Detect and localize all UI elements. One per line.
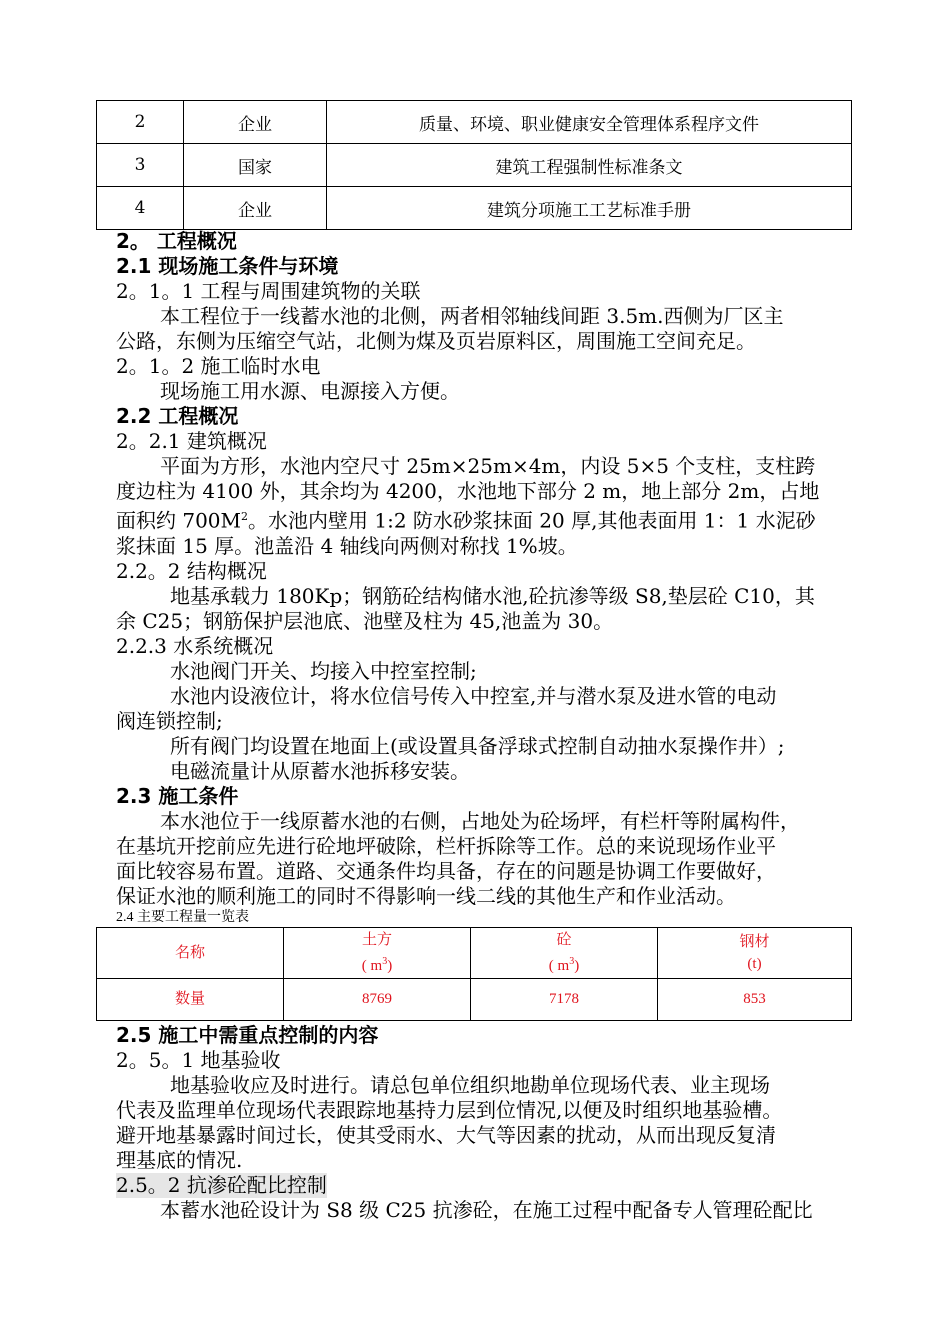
paragraph-line: 余 C25；钢筋保护层池底、池壁及柱为 45,池盖为 30。 (116, 608, 614, 633)
document-body (116, 229, 876, 1223)
standard-level: 企业 (184, 101, 327, 144)
standards-table (96, 100, 852, 230)
table-row (97, 144, 852, 187)
header-name: 名称 (97, 927, 284, 978)
subsection-heading: 2.2 工程概况 (116, 404, 239, 428)
highlighted-heading: 2.5。2 抗渗砼配比控制 (116, 1172, 327, 1197)
paragraph-line: 水池阀门开关、均接入中控室控制; (170, 658, 477, 683)
standard-name: 建筑分项施工工艺标准手册 (327, 187, 852, 230)
header-concrete (471, 927, 658, 978)
paragraph-line (116, 504, 876, 534)
header-concrete-unit (471, 951, 657, 977)
row-number: 3 (97, 144, 184, 187)
row-number: 2 (97, 101, 184, 144)
header-steel-unit: (t) (747, 955, 762, 972)
standard-name: 建筑工程强制性标准条文 (327, 144, 852, 187)
subsection-heading: 2。1。1 工程与周围建筑物的关联 (116, 279, 421, 303)
paragraph-line: 本工程位于一线蓄水池的北侧，两者相邻轴线间距 3.5m.西侧为厂区主 (160, 304, 784, 328)
row-label: 数量 (97, 978, 284, 1020)
superscript: 3 (382, 955, 388, 967)
subsection-heading: 2.1 现场施工条件与环境 (116, 254, 339, 278)
table-caption: 2.4 主要工程量一览表 (116, 909, 249, 925)
header-concrete-label: 砼 (556, 931, 572, 948)
header-earth-label: 土方 (361, 931, 392, 948)
standard-name: 质量、环境、职业健康安全管理体系程序文件 (327, 101, 852, 144)
quantity-table (96, 927, 852, 1021)
paragraph-line: 本蓄水池砼设计为 S8 级 C25 抗渗砼，在施工过程中配备专人管理砼配比 (160, 1197, 813, 1222)
paragraph-line: 理基底的情况. (116, 1147, 243, 1172)
paragraph-line: 地基验收应及时进行。请总包单位组织地勘单位现场代表、业主现场 (170, 1072, 770, 1097)
paragraph-line: 电磁流量计从原蓄水池拆移安装。 (170, 758, 470, 783)
superscript: 3 (569, 955, 575, 967)
line-text: 面积约 700M (116, 508, 242, 533)
paragraph-line: 地基承载力 180Kp；钢筋砼结构储水池,砼抗渗等级 S8,垫层砼 C10，其 (170, 583, 815, 608)
line-text: 。水池内壁用 1:2 防水砂浆抹面 20 厚,其他表面用 1：1 水泥砂 (248, 508, 816, 533)
table-row (97, 927, 852, 978)
paragraph-line: 本水池位于一线原蓄水池的右侧，占地处为砼场坪，有栏杆等附属构件， (160, 808, 800, 833)
header-steel-label: 钢材 (739, 933, 770, 950)
unit-text: ( m (548, 957, 570, 974)
paragraph-line: 水池内设液位计，将水位信号传入中控室,并与潜水泵及进水管的电动 (170, 683, 777, 708)
row-number: 4 (97, 187, 184, 230)
concrete-value: 7178 (471, 978, 658, 1020)
paragraph-line: 所有阀门均设置在地面上(或设置具备浮球式控制自动抽水泵操作井）; (170, 733, 785, 758)
earth-value: 8769 (284, 978, 471, 1020)
section-heading: 2。 工程概况 (116, 229, 237, 253)
unit-text: ( m (361, 957, 383, 974)
paragraph-line: 代表及监理单位现场代表跟踪地基持力层到位情况,以便及时组织地基验槽。 (116, 1097, 783, 1122)
table-row (97, 101, 852, 144)
table-row (97, 978, 852, 1020)
paragraph-line: 平面为方形，水池内空尺寸 25m×25m×4m，内设 5×5 个支柱，支柱跨 (160, 454, 816, 478)
subsection-heading: 2。2.1 建筑概况 (116, 429, 267, 453)
paragraph-line: 现场施工用水源、电源接入方便。 (160, 379, 460, 403)
header-steel (658, 927, 852, 978)
standard-level: 国家 (184, 144, 327, 187)
subsection-heading: 2.2。2 结构概况 (116, 558, 267, 583)
subsection-heading: 2.2.3 水系统概况 (116, 633, 274, 658)
header-earth (284, 927, 471, 978)
subsection-heading: 2。1。2 施工临时水电 (116, 354, 321, 378)
subsection-heading: 2。5。1 地基验收 (116, 1047, 281, 1072)
table-row (97, 187, 852, 230)
paragraph-line: 避开地基暴露时间过长，使其受雨水、大气等因素的扰动，从而出现反复清 (116, 1122, 776, 1147)
subsection-heading: 2.3 施工条件 (116, 783, 239, 808)
superscript: 2 (241, 510, 249, 523)
paragraph-line: 度边柱为 4100 外，其余均为 4200，水池地下部分 2 m，地上部分 2m，占地 (116, 479, 820, 503)
standard-level: 企业 (184, 187, 327, 230)
subsection-heading: 2.5 施工中需重点控制的内容 (116, 1022, 379, 1047)
paragraph-line: 面比较容易布置。道路、交通条件均具备，存在的问题是协调工作要做好， (116, 858, 776, 883)
steel-value: 853 (658, 978, 852, 1020)
paragraph-line: 阀连锁控制; (116, 708, 223, 733)
unit-text: ) (574, 957, 580, 974)
header-earth-unit (284, 951, 470, 977)
paragraph-line: 保证水池的顺利施工的同时不得影响一线二线的其他生产和作业活动。 (116, 883, 736, 908)
paragraph-line: 在基坑开挖前应先进行砼地坪破除，栏杆拆除等工作。总的来说现场作业平 (116, 833, 776, 858)
unit-text: ) (387, 957, 393, 974)
paragraph-line: 公路，东侧为压缩空气站，北侧为煤及页岩原料区，周围施工空间充足。 (116, 329, 756, 353)
paragraph-line: 浆抹面 15 厚。池盖沿 4 轴线向两侧对称找 1%坡。 (116, 533, 578, 558)
subsection-heading (116, 1173, 876, 1198)
